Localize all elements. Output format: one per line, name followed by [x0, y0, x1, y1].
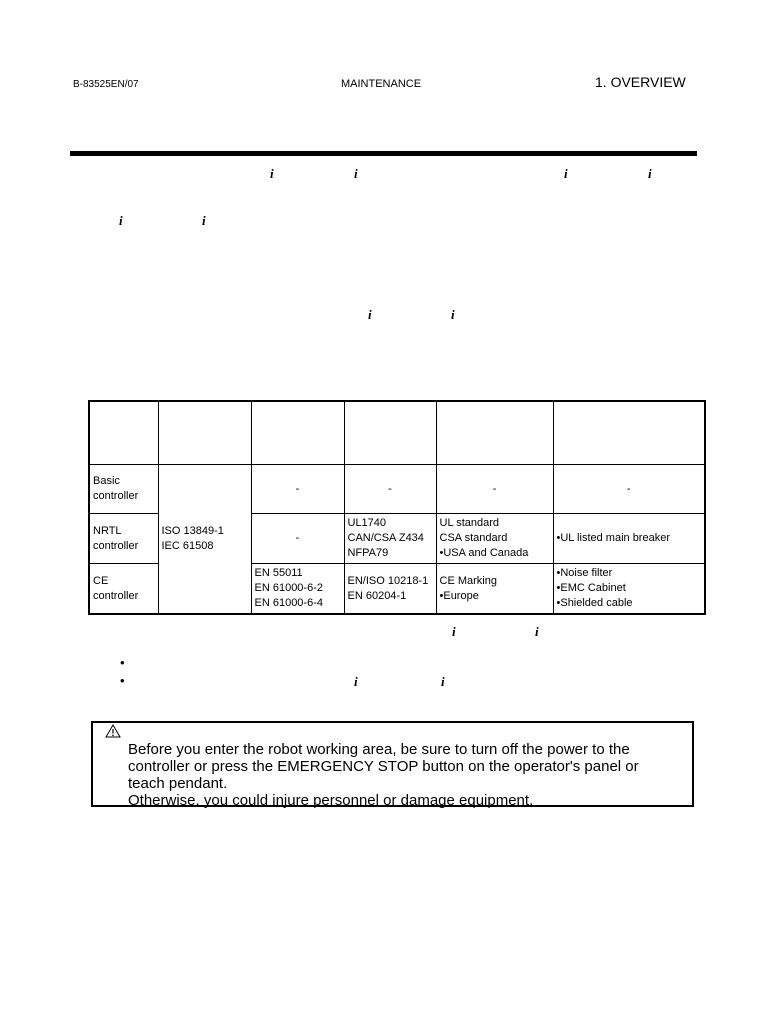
table-cell: •Noise filter •EMC Cabinet •Shielded cable	[553, 564, 705, 615]
section-title: MAINTENANCE	[341, 78, 422, 90]
italic-i-glyph: i	[354, 674, 358, 689]
warning-line: controller or press the EMERGENCY STOP button on the operator's panel or	[128, 758, 639, 775]
italic-i-glyph: i	[535, 624, 539, 639]
header-cell	[436, 401, 553, 465]
table-cell: EN 55011 EN 61000-6-2 EN 61000-6-4	[251, 564, 344, 615]
warning-line: teach pendant.	[128, 775, 228, 792]
controller-type-cell: Basic controller	[89, 465, 158, 514]
italic-i-glyph: i	[202, 213, 206, 228]
italic-i-glyph: i	[368, 307, 372, 322]
header-cell	[553, 401, 705, 465]
table-cell: -	[251, 465, 344, 514]
italic-i-glyph: i	[441, 674, 445, 689]
table-cell: EN/ISO 10218-1 EN 60204-1	[344, 564, 436, 615]
table-cell: UL standard CSA standard •USA and Canada	[436, 514, 553, 564]
bullet-marker: •	[120, 673, 125, 688]
header-cell	[158, 401, 251, 465]
italic-i-glyph: i	[452, 624, 456, 639]
heading-rule	[70, 151, 697, 156]
table-cell: -	[436, 465, 553, 514]
controller-type-cell: CE controller	[89, 564, 158, 615]
italic-i-glyph: i	[648, 166, 652, 181]
warning-triangle-icon	[105, 724, 121, 743]
table-header-row	[89, 401, 705, 465]
warning-box	[91, 721, 694, 807]
controller-type-cell: NRTL controller	[89, 514, 158, 564]
italic-i-glyph: i	[564, 166, 568, 181]
bullet-marker: •	[120, 655, 125, 670]
table-cell: CE Marking •Europe	[436, 564, 553, 615]
table-cell: -	[344, 465, 436, 514]
table-cell: UL1740 CAN/CSA Z434 NFPA79	[344, 514, 436, 564]
table-cell: •UL listed main breaker	[553, 514, 705, 564]
chapter-title: 1. OVERVIEW	[595, 74, 686, 90]
doc-number: B-83525EN/07	[73, 79, 139, 90]
italic-i-glyph: i	[354, 166, 358, 181]
controller-spec-table	[88, 400, 706, 615]
table-cell: -	[553, 465, 705, 514]
header-cell	[344, 401, 436, 465]
table-cell: -	[251, 514, 344, 564]
italic-i-glyph: i	[119, 213, 123, 228]
warning-line: Before you enter the robot working area, be sure to turn off the power to the	[128, 741, 630, 758]
warning-line: Otherwise, you could injure personnel or damage equipment.	[128, 792, 534, 809]
warning-text	[128, 741, 688, 809]
italic-i-glyph: i	[270, 166, 274, 181]
header-cell	[251, 401, 344, 465]
table-row	[89, 465, 705, 514]
header-cell	[89, 401, 158, 465]
italic-i-glyph: i	[451, 307, 455, 322]
safety-standards-cell: ISO 13849-1 IEC 61508	[158, 465, 251, 615]
